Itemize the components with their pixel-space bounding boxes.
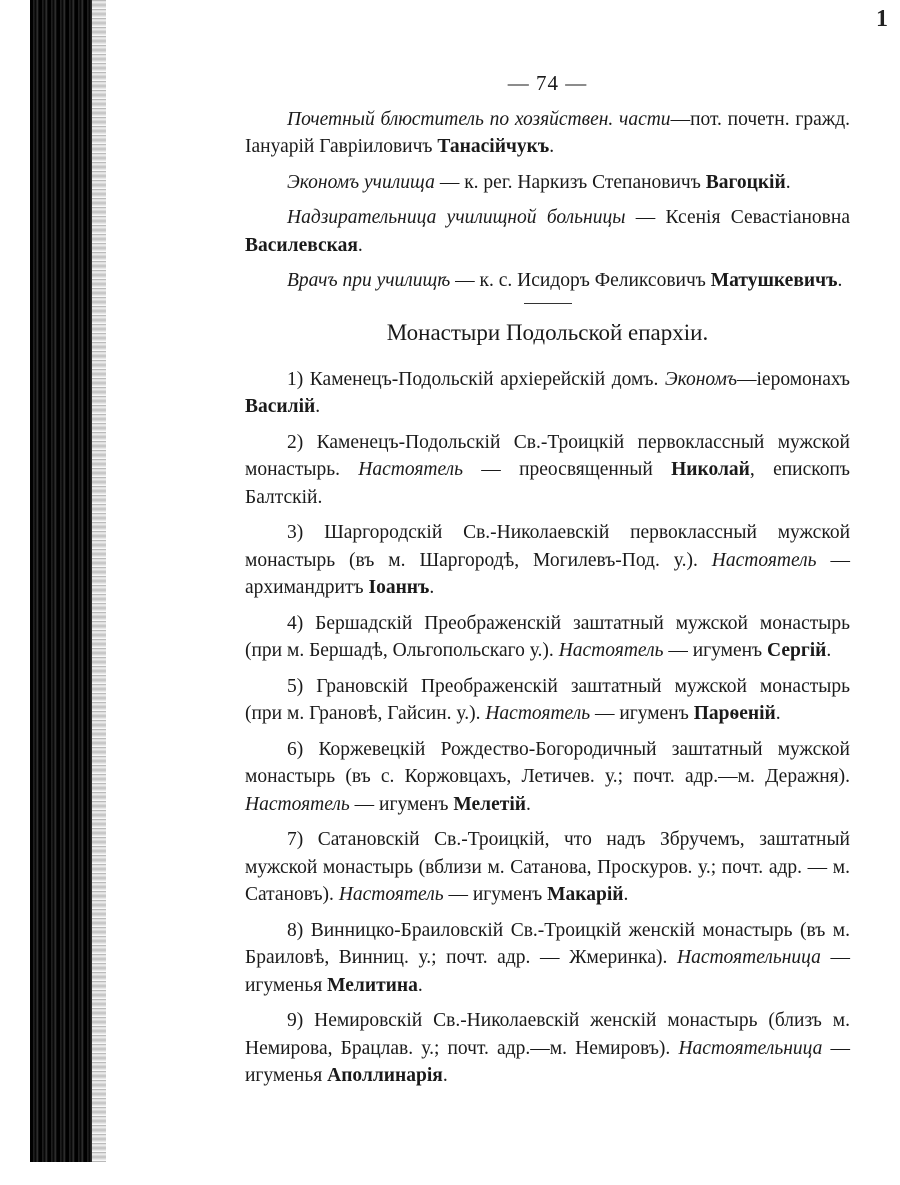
monastery-tail: . bbox=[315, 396, 321, 417]
monastery-entry bbox=[245, 1007, 850, 1090]
staff-name: Василевская bbox=[245, 234, 358, 256]
monastery-tail: . bbox=[826, 640, 832, 661]
staff-role: Почетный блюститель по хозяйствен. части bbox=[287, 108, 671, 130]
staff-tail: . bbox=[785, 171, 791, 193]
monastery-description: 5) Грановскій Преображенскій заштатный мужской монастырь (при м. Грановѣ, Гайсин. у.). bbox=[245, 675, 850, 724]
monastery-head-name: Мелитина bbox=[327, 974, 418, 996]
section-heading: Монастыри Подольской епархіи. bbox=[386, 319, 709, 345]
monastery-title: — игуменья bbox=[245, 1037, 850, 1086]
monastery-description: 2) Каменецъ-Подольскій Св.-Троицкій первоклассный мужской монастырь. bbox=[245, 431, 850, 480]
monastery-tail: . bbox=[623, 884, 629, 905]
monastery-head-name: Николай bbox=[671, 459, 750, 480]
monastery-list bbox=[245, 366, 850, 1090]
monastery-head-name: Сергій bbox=[767, 640, 827, 661]
staff-role: Надзирательница училищной больницы bbox=[287, 207, 626, 228]
monastery-entry bbox=[245, 429, 850, 512]
monastery-head-name: Аполлинарія bbox=[327, 1065, 443, 1086]
monastery-role: Настоятель bbox=[338, 884, 444, 905]
monastery-entry bbox=[245, 610, 850, 665]
monastery-entry bbox=[245, 917, 850, 1000]
monastery-tail: . bbox=[429, 577, 435, 598]
monastery-title: — игуменъ bbox=[443, 884, 543, 905]
monastery-entry bbox=[245, 673, 850, 728]
monastery-entry bbox=[245, 519, 850, 602]
monastery-role: Экономъ bbox=[664, 368, 738, 390]
staff-text: — к. рег. Наркизъ Степановичъ bbox=[434, 171, 701, 193]
monastery-head-name: Парѳеній bbox=[693, 703, 776, 724]
monastery-head-name: Мелетій bbox=[453, 793, 526, 815]
staff-name: Матушкевичъ bbox=[710, 270, 838, 291]
monastery-description: 6) Коржевецкій Рождество-Богородичный заштатный мужской монастырь (въ с. Коржовцахъ, Летичев. у.; почт. адр.—м. Деражня). bbox=[245, 738, 850, 787]
staff-text: — Ксенія Севастіановна bbox=[625, 207, 850, 228]
monastery-description: 7) Сатановскій Св.-Троицкій, что надъ Збручемъ, заштатный мужской монастырь (вблизи м. Сатанова, Проскуров. у.; почт. адр. — м. Сатановъ). bbox=[245, 829, 850, 905]
staff-name: Танасійчукъ bbox=[437, 136, 550, 157]
monastery-role: Настоятельница bbox=[676, 947, 821, 968]
monastery-role: Настоятель bbox=[558, 640, 664, 661]
monastery-tail: . bbox=[442, 1065, 448, 1086]
book-spine-shadow bbox=[30, 0, 92, 1162]
staff-text: —пот. почетн. гражд. Іануарій Гавріиловичъ bbox=[245, 108, 850, 157]
monastery-title: — архимандритъ bbox=[245, 549, 851, 598]
monastery-head-name: Макарій bbox=[547, 884, 624, 905]
document-page bbox=[245, 70, 850, 1098]
monastery-role: Настоятель bbox=[485, 703, 591, 724]
monastery-title: — преосвященный bbox=[463, 459, 653, 480]
monastery-title: — игуменъ bbox=[349, 793, 449, 815]
monastery-head-name: Василій bbox=[245, 396, 316, 417]
monastery-tail: . bbox=[525, 793, 531, 815]
section-divider bbox=[524, 303, 572, 304]
monastery-tail: . bbox=[417, 974, 423, 996]
monastery-role: Настоятель bbox=[711, 549, 817, 571]
monastery-entry bbox=[245, 826, 850, 909]
monastery-entry bbox=[245, 366, 850, 421]
monastery-tail: , епископъ Балтскій. bbox=[245, 459, 851, 508]
staff-entry bbox=[245, 169, 850, 197]
monastery-description: 4) Бершадскій Преображенскій заштатный мужской монастырь (при м. Бершадѣ, Ольгопольскаго у.). bbox=[245, 612, 850, 661]
staff-tail: . bbox=[357, 234, 363, 256]
monastery-title: — игуменъ bbox=[590, 703, 689, 724]
monastery-role: Настоятель bbox=[245, 793, 350, 815]
monastery-head-name: Іоаннъ bbox=[368, 577, 430, 598]
page-number: — 74 — bbox=[507, 71, 588, 95]
monastery-description: 8) Винницко-Браиловскій Св.-Троицкій женскій монастырь (въ м. Браиловѣ, Винниц. у.; почт. адр. — Жмеринка). bbox=[245, 919, 850, 968]
staff-tail: . bbox=[549, 136, 555, 157]
staff-name: Вагоцкій bbox=[705, 171, 786, 193]
monastery-entry bbox=[245, 736, 850, 819]
staff-role: Экономъ училища bbox=[287, 171, 435, 193]
staff-entry bbox=[245, 267, 850, 295]
monastery-description: 3) Шаргородскій Св.-Николаевскій первоклассный мужской монастырь (въ м. Шаргородѣ, Могилевъ-Под. у.). bbox=[245, 522, 850, 571]
monastery-title: —іеромонахъ bbox=[737, 368, 850, 390]
staff-entry bbox=[245, 106, 850, 161]
monastery-role: Настоятель bbox=[358, 459, 464, 480]
monastery-title: — игуменъ bbox=[663, 640, 763, 661]
monastery-role: Настоятельница bbox=[678, 1037, 823, 1059]
monastery-description: 9) Немировскій Св.-Николаевскій женскій монастырь (близъ м. Немирова, Брацлав. у.; почт. адр.—м. Немировъ). bbox=[245, 1010, 850, 1059]
monastery-description: 1) Каменецъ-Подольскій архіерейскій домъ. bbox=[287, 368, 665, 390]
staff-entry bbox=[245, 204, 850, 259]
staff-text: — к. с. Исидоръ Феликсовичъ bbox=[450, 270, 706, 291]
monastery-title: — игуменья bbox=[245, 947, 851, 996]
staff-tail: . bbox=[837, 270, 843, 291]
staff-section bbox=[245, 106, 850, 295]
corner-mark: 1 bbox=[876, 6, 888, 32]
staff-role: Врачъ при училищѣ bbox=[287, 270, 451, 291]
monastery-tail: . bbox=[775, 703, 781, 724]
